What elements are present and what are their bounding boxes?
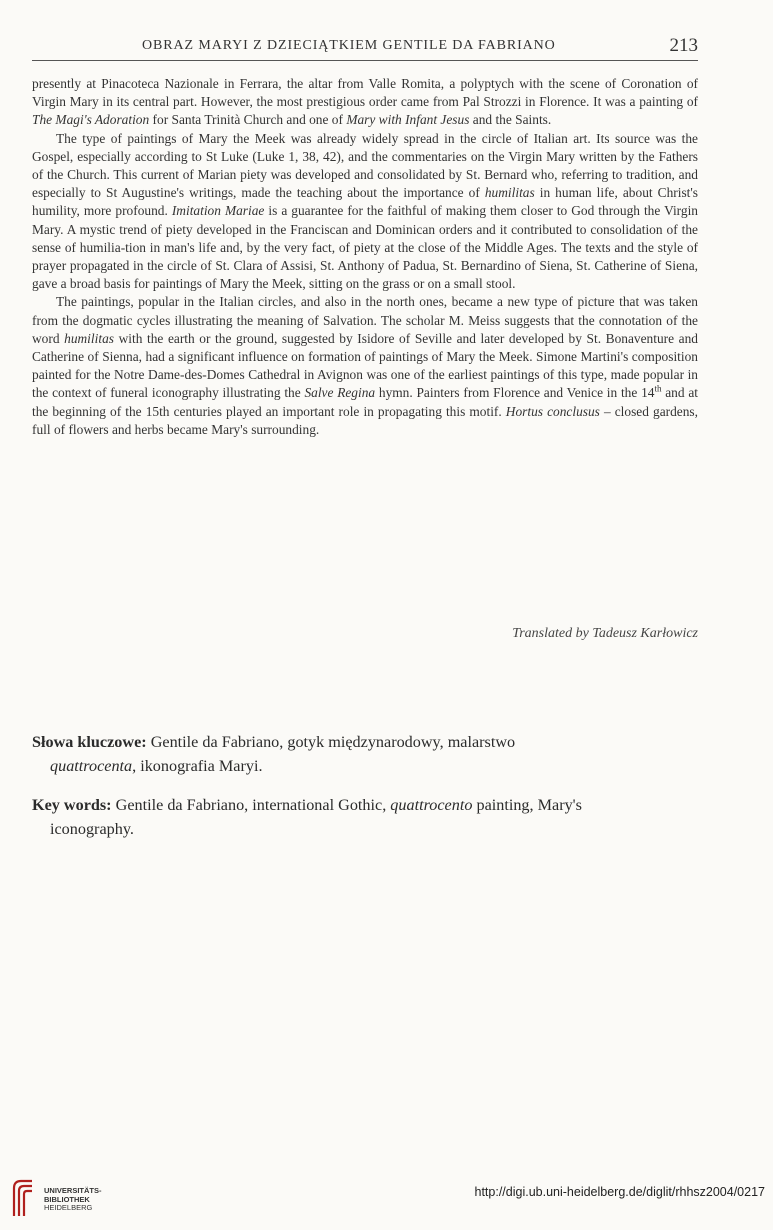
- text-run: in human life, about Christ's humility, more profound.: [32, 185, 699, 219]
- keywords-polish-rest: , ikonografia Maryi.: [132, 757, 263, 775]
- italic-term: Salve Regina: [304, 385, 376, 401]
- logo-line-3: HEIDELBERG: [44, 1203, 93, 1212]
- italic-term: humilitas: [64, 330, 114, 346]
- text-run: with the earth or the ground, suggested by Isidore of Seville and later developed by St. Bonaventure and Catherine of Sienna, had a significant influence on formation of paintings of Mary the Meek. Simone Martini's composition painted for the Notre Dame-des-Domes Cathedral in Avignon was one of the earliest paintings of this type, made popular in the context of funeral iconography illustrating the: [32, 330, 698, 401]
- keywords-polish-text: Gentile da Fabriano, gotyk międzynarodowy, malarstwo: [146, 733, 516, 751]
- article-body: [32, 75, 698, 439]
- text-run: and the Saints.: [469, 112, 552, 128]
- keywords-polish-italic: quattrocenta: [50, 757, 133, 775]
- italic-term: humilitas: [484, 185, 535, 201]
- text-run: – closed gardens, full of flowers and herbs became Mary's surrounding.: [32, 403, 698, 437]
- keywords-english-rest: painting, Mary's: [472, 796, 582, 814]
- keywords-english-text: Gentile da Fabriano, international Gothic,: [111, 796, 391, 814]
- text-run: and at the beginning of the 15th centuries played an important role in propagating this motif.: [32, 385, 698, 419]
- text-run: is a guarantee for the faithful of making them closer to God through the Virgin Mary. A mystic trend of piety developed in the Franciscan and Dominican orders and it contributed to consolidation of the sense of humilia-tion in man's life and, by the very fact, of piety at the close of the Middle Ages. The texts and the style of prayer propagated in the circle of St. Clara of Assisi, St. Anthony of Padua, St. Bernardino of Siena, St. Catherine of Siena, gave a broad basis for paintings of Mary the Meek, sitting on the grass or on a small stool.: [32, 203, 699, 292]
- library-emblem-icon: [10, 1178, 38, 1218]
- text-run: The type of paintings of Mary the Meek was already widely spread in the circle of Italian art. Its source was the Gospel, especially according to St Luke (Luke 1, 38, 42), and the commentaries on the Virgin Mary written by the Fathers of the Church. This current of Marian piety was developed and consolidated by St. Bernard who, referring to tradition, and especially to St Augustine's writings, made the teaching about the importance of: [32, 130, 698, 201]
- logo-line-1: UNIVERSITÄTS-: [44, 1186, 102, 1195]
- text-run: The paintings, popular in the Italian circles, and also in the north ones, became a new type of picture that was taken from the dogmatic cycles illustrating the meaning of Salvation. The scholar M. Meiss suggests that the connotation of the word: [32, 294, 698, 346]
- keywords-english-label: Key words:: [32, 796, 112, 814]
- body-paragraph: [32, 293, 698, 439]
- keywords-english: [32, 793, 698, 841]
- logo-line-2: BIBLIOTHEK: [44, 1194, 90, 1204]
- text-run: for Santa Trinità Church and one of: [149, 112, 347, 128]
- source-url[interactable]: http://digi.ub.uni-heidelberg.de/diglit/rhhsz2004/0217: [474, 1185, 765, 1199]
- keywords-polish-label: Słowa kluczowe:: [32, 733, 147, 751]
- superscript: th: [654, 383, 662, 394]
- keywords-english-italic: quattrocento: [390, 796, 473, 814]
- translator-credit: Translated by Tadeusz Karłowicz: [512, 626, 698, 641]
- italic-term: Mary with Infant Jesus: [346, 112, 470, 128]
- italic-term: Imitation Mariae: [171, 203, 265, 219]
- running-title: OBRAZ MARYI Z DZIECIĄTKIEM GENTILE DA FABRIANO: [142, 38, 556, 53]
- text-run: presently at Pinacoteca Nazionale in Ferrara, the altar from Valle Romita, a polyptych with the scene of Coronation of Virgin Mary in its central part. However, the most prestigious order came from Pal Strozzi in Florence. It was a painting of: [32, 76, 698, 110]
- library-logo: [10, 1178, 130, 1218]
- body-paragraph: [32, 75, 698, 130]
- text-run: hymn. Painters from Florence and Venice in the 14: [375, 385, 655, 401]
- keywords-english-rest-line2: iconography.: [50, 820, 134, 838]
- body-paragraph: [32, 130, 698, 294]
- page-header: [32, 36, 698, 61]
- page-number: 213: [669, 35, 698, 56]
- italic-term: Hortus conclusus: [505, 403, 600, 419]
- italic-term: The Magi's Adoration: [32, 112, 150, 128]
- keywords-polish: [32, 730, 698, 778]
